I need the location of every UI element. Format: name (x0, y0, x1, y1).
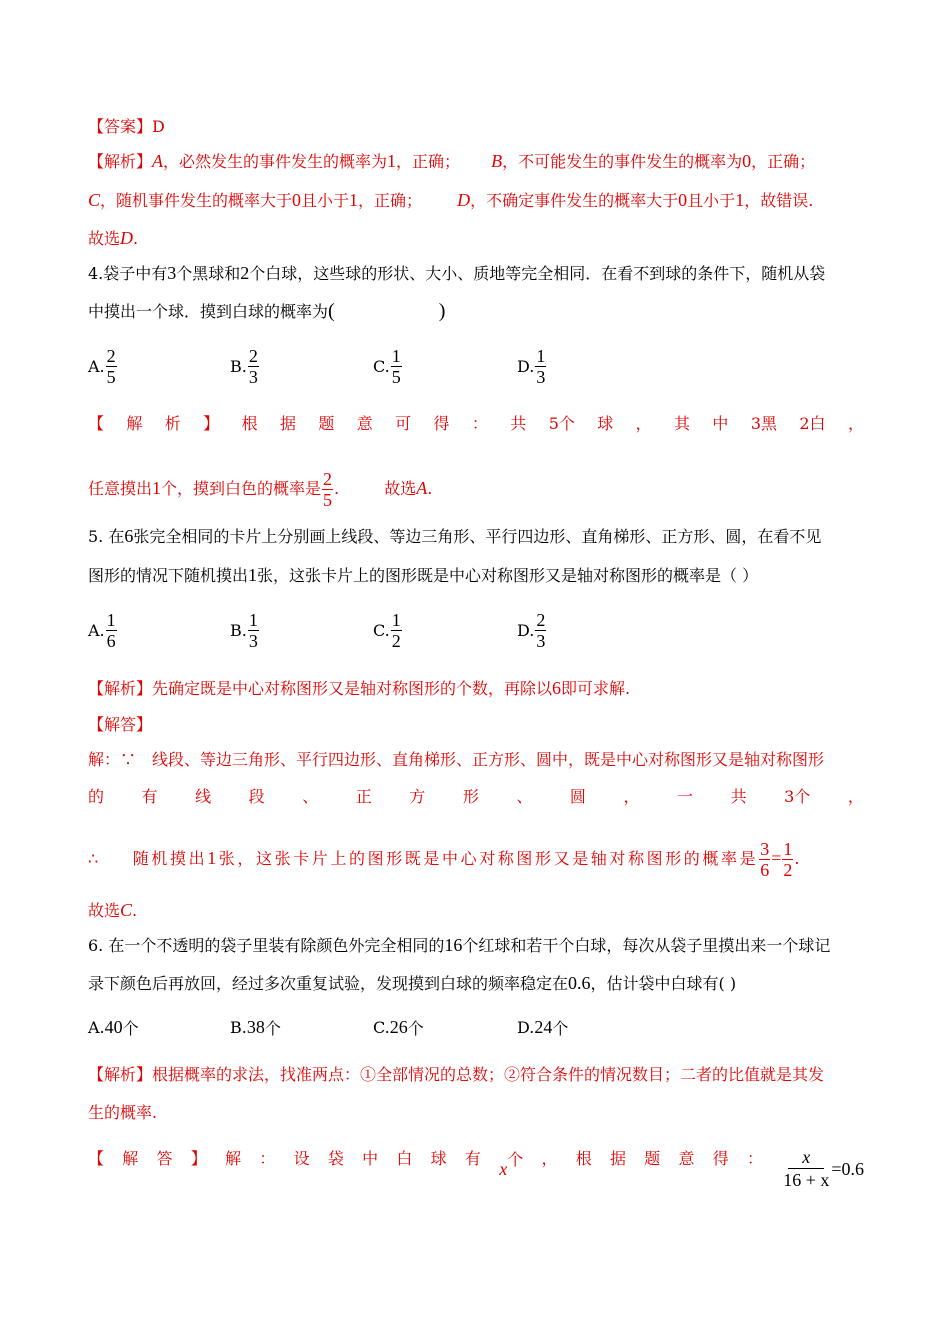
stem-text: 个红球和若干个白球，每次从袋子里摸出来一个球记 (462, 936, 831, 955)
equals-sign: = (771, 848, 782, 868)
option-label: C. (373, 621, 390, 640)
denominator: 16 + x (783, 1170, 830, 1190)
fraction (535, 346, 546, 387)
stem-text: ，估计袋中白球有( ) (590, 974, 737, 993)
equation-rhs: =0.6 (831, 1158, 864, 1179)
char: 解 (122, 1149, 139, 1168)
char: 一 (677, 787, 694, 806)
char: 据 (609, 1149, 626, 1168)
char: 2白 (799, 414, 826, 433)
choose-prefix: 故选 (384, 479, 417, 498)
q5-option-b (230, 610, 260, 651)
q6-option-d (517, 1016, 568, 1039)
denominator: 3 (536, 631, 546, 651)
numerator: 2 (248, 346, 258, 366)
q4-option-a (88, 346, 118, 387)
answer-blank: ( ) (328, 300, 446, 322)
option-unit: 个 (552, 1019, 569, 1038)
analysis-num: 0 (678, 190, 688, 210)
char: 中 (712, 414, 729, 433)
unit: 个 (507, 1150, 524, 1169)
stem-text: 图形的情况下随机摸出 (88, 566, 249, 585)
analysis-text: ，故错误. (744, 191, 814, 210)
choose-tail: . (133, 229, 139, 248)
char: 意 (356, 414, 373, 433)
denominator: 5 (106, 367, 116, 387)
option-label: B. (230, 357, 247, 376)
q5-choose-line (88, 899, 864, 922)
char: 根 (241, 414, 258, 433)
q6-answer-line (88, 1148, 864, 1198)
numerator: 2 (323, 469, 333, 489)
stem-text: 个白球，这些球的形状、大小、质地等完全相同．在看不到球的条件下，随机从袋 (249, 264, 826, 283)
numerator: 3 (760, 839, 770, 859)
char: 据 (279, 414, 296, 433)
option-label: D. (517, 621, 535, 640)
analysis-text: 个，摸到白色的概率是 (161, 479, 322, 498)
solution-text: 随机摸出 (132, 849, 208, 868)
char: 球 (430, 1149, 447, 1168)
analysis-text: ，随机事件发生的概率大于 (100, 191, 293, 210)
numerator: 1 (536, 346, 546, 366)
char: 】 (203, 414, 220, 433)
option-unit: 个 (122, 1019, 139, 1038)
q3-answer-line (88, 116, 864, 138)
analysis-text: ，正确； (396, 152, 461, 171)
fraction (782, 839, 793, 880)
char: 、 (302, 787, 319, 806)
stem-text: 张，这张卡片上的图形既是中心对称图形又是轴对称图形的概率是（ ） (257, 566, 759, 585)
q5-solution-line2 (88, 786, 864, 808)
char: 、 (516, 787, 533, 806)
stem-num: 2 (240, 263, 250, 283)
fraction (106, 610, 117, 651)
analysis-text: 任意摸出 (88, 479, 153, 498)
equation (781, 1146, 864, 1191)
numerator: 1 (783, 839, 793, 859)
char: 设 (293, 1149, 310, 1168)
stem-text: 个黑球和 (176, 264, 241, 283)
char: 解 (126, 414, 143, 433)
fraction (391, 346, 402, 387)
option-label: C. (373, 357, 390, 376)
char: 3个 (784, 787, 811, 806)
stem-text: 张完全相同的卡片上分别画上线段、等边三角形、平行四边形、直角梯形、正方形、圆，在看不见 (133, 527, 822, 546)
answer-value: D (152, 117, 165, 136)
char: 袋 (327, 1149, 344, 1168)
analysis-text: 生的概率. (88, 1103, 158, 1122)
q5-option-d (517, 610, 547, 651)
analysis-num: 1 (152, 478, 162, 498)
stem-text: 中摸出一个球．摸到白球的概率为 (88, 302, 329, 321)
q6-stem-line2 (88, 972, 864, 995)
option-value: 40 (104, 1017, 123, 1037)
char: 的 (88, 787, 105, 806)
analysis-label: 【解析】 (88, 152, 153, 171)
char: ： (471, 414, 488, 433)
fraction (535, 610, 546, 651)
q3-analysis-line1 (88, 150, 864, 173)
denominator: 2 (391, 631, 401, 651)
numerator: 1 (248, 610, 258, 630)
char: ， (623, 787, 640, 806)
stem-num: 3 (167, 263, 177, 283)
analysis-text: ，不确定事件发生的概率大于 (470, 191, 679, 210)
q6-option-b (230, 1016, 281, 1039)
char: 根 (575, 1149, 592, 1168)
q6-analysis-line1 (88, 1064, 864, 1086)
q5-stem-line2 (88, 564, 864, 587)
stem-num: 0.6 (568, 973, 591, 993)
option-value: 26 (389, 1017, 408, 1037)
q5-solution-line1 (88, 749, 864, 771)
analysis-text: 【解析】先确定既是中心对称图形又是轴对称图形的个数，再除以 (88, 679, 553, 698)
char: 白 (396, 1149, 413, 1168)
option-value: 38 (246, 1017, 265, 1037)
analysis-text: . (334, 479, 340, 498)
char: 有 (141, 787, 158, 806)
analysis-text: ，必然发生的事件发生的概率为 (163, 152, 388, 171)
solution-text: 张，这张卡片上的图形既是中心对称图形又是轴对称图形的概率是 (218, 849, 759, 868)
q6-stem-line1 (88, 934, 864, 957)
char: ， (635, 414, 652, 433)
char: ， (847, 414, 864, 433)
option-a-var: A (152, 151, 164, 171)
fraction (391, 610, 402, 651)
fraction (248, 610, 259, 651)
option-label: D. (517, 1018, 535, 1037)
numerator: 2 (536, 610, 546, 630)
choose-prefix: 故选 (88, 229, 121, 248)
option-label: B. (230, 621, 247, 640)
q4-stem-line2 (88, 300, 864, 323)
char: 析 (164, 414, 181, 433)
option-unit: 个 (264, 1019, 281, 1038)
therefore-symbol: ∴ (88, 849, 101, 868)
option-label: D. (517, 357, 535, 376)
q4-option-b (230, 346, 260, 387)
variable-x: x (499, 1159, 508, 1179)
char: 得 (712, 1149, 729, 1168)
choose-value: D (120, 228, 134, 248)
q5-solution-line3 (88, 836, 864, 881)
char: ， (847, 787, 864, 806)
q4-option-c (373, 346, 403, 387)
analysis-num: 1 (735, 190, 745, 210)
char: 【 (88, 414, 105, 433)
analysis-num: 0 (742, 151, 752, 171)
denominator: 5 (323, 490, 333, 510)
char: 段 (248, 787, 265, 806)
char: 有 (464, 1149, 481, 1168)
analysis-text: ，正确； (358, 191, 423, 210)
denominator: 3 (248, 631, 258, 651)
q5-stem-line1 (88, 525, 864, 548)
fraction (322, 469, 333, 510)
solution-num: 1 (207, 848, 219, 868)
denominator: 2 (783, 860, 793, 880)
char: 其 (674, 414, 691, 433)
stem-num: 6 (124, 526, 134, 546)
stem-num: 1 (248, 565, 258, 585)
fraction (782, 1146, 830, 1191)
choose-value: A (416, 478, 428, 498)
char: 解 (225, 1149, 242, 1168)
char: 可 (395, 414, 412, 433)
choose-prefix: 故选 (88, 901, 121, 920)
q4-analysis-line1 (88, 413, 864, 435)
char: 【 (88, 1149, 105, 1168)
analysis-num: 1 (387, 151, 397, 171)
char: 形 (462, 787, 479, 806)
analysis-num: 1 (349, 190, 359, 210)
analysis-num: 0 (292, 190, 302, 210)
denominator: 6 (760, 860, 770, 880)
char: 答 (156, 1149, 173, 1168)
stem-text: 5. 在 (88, 527, 125, 546)
stem-text: 6. 在一个不透明的袋子里装有除颜色外完全相同的 (88, 936, 445, 955)
numerator: x (788, 1146, 824, 1169)
option-label: A. (88, 357, 105, 376)
option-label: A. (88, 621, 105, 640)
char: 中 (362, 1149, 379, 1168)
char: 意 (678, 1149, 695, 1168)
char: 题 (318, 414, 335, 433)
char: 得 (433, 414, 450, 433)
denominator: 3 (248, 367, 258, 387)
option-label: C. (373, 1018, 390, 1037)
char: 共 (510, 414, 527, 433)
stem-text: 4.袋子中有 (88, 264, 168, 283)
char: 共 (730, 787, 747, 806)
choose-value: C (120, 900, 133, 920)
option-value: 24 (534, 1017, 553, 1037)
stem-num: 16 (444, 935, 463, 955)
solution-text: 解：∵ 线段、等边三角形、平行四边形、直角梯形、正方形、圆中，既是中心对称图形又是轴对称图形 (88, 750, 825, 769)
option-b-var: B (491, 151, 503, 171)
char: 5个 (548, 414, 575, 433)
q6-analysis-line2 (88, 1102, 864, 1124)
choose-tail: . (132, 901, 138, 920)
char: 3黑 (750, 414, 777, 433)
char: ， (541, 1149, 558, 1168)
option-d-var: D (457, 190, 471, 210)
q6-option-a (88, 1016, 139, 1039)
char: ： (747, 1149, 764, 1168)
q4-stem-line1 (88, 262, 864, 285)
analysis-num: 6 (552, 678, 562, 698)
stem-text: 录下颜色后再放回，经过多次重复试验，发现摸到白球的频率稳定在 (88, 974, 569, 993)
q5-answer-label (88, 714, 864, 736)
analysis-text: 且小于 (687, 191, 736, 210)
char: ： (259, 1149, 276, 1168)
char: 线 (195, 787, 212, 806)
denominator: 6 (106, 631, 116, 651)
solution-text: . (794, 849, 803, 868)
numerator: 1 (391, 610, 401, 630)
q5-option-a (88, 610, 118, 651)
q6-option-c (373, 1016, 424, 1039)
q4-option-d (517, 346, 547, 387)
numerator: 1 (106, 610, 116, 630)
analysis-text: ，正确； (751, 152, 816, 171)
choose-tail: . (427, 479, 433, 498)
denominator: 3 (536, 367, 546, 387)
option-label: A. (88, 1018, 105, 1037)
char: 圆 (569, 787, 586, 806)
char: 正 (355, 787, 372, 806)
fraction (106, 346, 117, 387)
analysis-text: 即可求解. (561, 679, 631, 698)
answer-words (88, 1148, 781, 1179)
answer-label: 【答案】 (88, 117, 153, 136)
q5-option-c (373, 610, 403, 651)
fraction (248, 346, 259, 387)
numerator: 2 (106, 346, 116, 366)
option-label: B. (230, 1018, 247, 1037)
numerator: 1 (391, 346, 401, 366)
option-unit: 个 (407, 1019, 424, 1038)
q5-analysis-line (88, 677, 864, 700)
denominator: 5 (391, 367, 401, 387)
answer-label: 【解答】 (88, 715, 153, 734)
q3-analysis-line2 (88, 189, 864, 212)
analysis-text: 【解析】根据概率的求法，找准两点：①全部情况的总数；②符合条件的情况数目；二者的比值就是其发 (88, 1065, 825, 1084)
char: 球 (597, 414, 614, 433)
option-c-var: C (88, 190, 101, 210)
char: 题 (644, 1149, 661, 1168)
analysis-text: ，不可能发生的事件发生的概率为 (502, 152, 743, 171)
char: 】 (190, 1149, 207, 1168)
char: 方 (409, 787, 426, 806)
q4-analysis-line2 (88, 466, 864, 511)
q3-choose-line (88, 227, 864, 250)
analysis-text: 且小于 (301, 191, 350, 210)
fraction (759, 839, 770, 880)
